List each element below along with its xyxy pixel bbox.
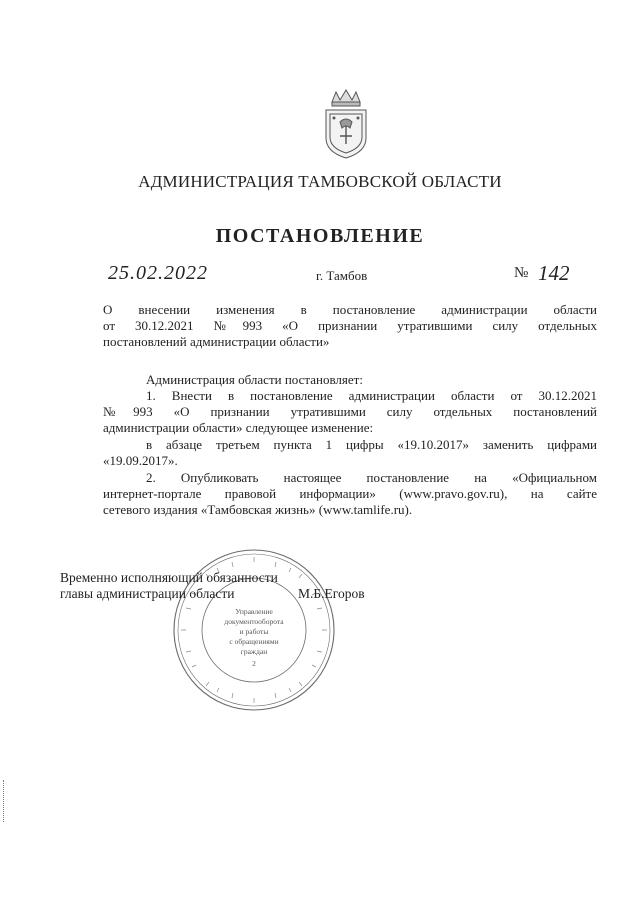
stamp-number: 2: [252, 659, 256, 668]
subject-line: от 30.12.2021 №993 «О признании утратившими силу отдельных: [103, 318, 597, 333]
document-number: 142: [538, 261, 570, 285]
paragraph-2-line: интернет-портале правовой информации» (www.pravo.gov.ru), на сайте: [103, 486, 597, 501]
paragraph-1-sub-line: «19.09.2017».: [103, 453, 178, 468]
coat-of-arms-icon: [320, 88, 372, 160]
signatory-position-line1: Временно исполняющий обязанности: [60, 570, 278, 585]
scan-margin-mark: [3, 780, 6, 822]
paragraph-2-line: сетевого издания «Тамбовская жизнь» (www.tamlife.ru).: [103, 502, 413, 517]
stamp-center-line: документооборота: [224, 617, 284, 626]
document-type: ПОСТАНОВЛЕНИЕ: [215, 225, 425, 247]
stamp-center-line: граждан: [240, 647, 268, 656]
document-city: г. Тамбов: [316, 268, 368, 283]
stamp-center-line: Управление: [235, 607, 273, 616]
subject-line: постановлений администрации области»: [103, 334, 330, 349]
subject-line: О внесении изменения в постановление администрации области: [103, 302, 597, 317]
intro-text: Администрация области постановляет:: [146, 372, 363, 387]
paragraph-1-line: администрации области» следующее изменение:: [103, 420, 374, 435]
paragraph-1-line: №993 «О признании утратившими силу отдельных постановлений: [103, 404, 597, 419]
stamp-center-line: и работы: [239, 627, 269, 636]
paragraph-1-sub-line: в абзаце третьем пункта 1 цифры «19.10.2017» заменить цифрами: [146, 437, 597, 452]
signatory-name: М.Б.Егоров: [298, 586, 365, 601]
paragraph-1-line: 1. Внести в постановление администрации области от 30.12.2021: [146, 388, 597, 403]
stamp-center-line: с обращениями: [229, 637, 279, 646]
signatory-position-line2: главы администрации области: [60, 586, 235, 601]
paragraph-2-line: 2. Опубликовать настоящее постановление на «Официальном: [146, 470, 597, 485]
document-date: 25.02.2022: [108, 262, 208, 284]
organization-name: АДМИНИСТРАЦИЯ ТАМБОВСКОЙ ОБЛАСТИ: [138, 172, 502, 191]
number-label: №: [514, 265, 529, 281]
